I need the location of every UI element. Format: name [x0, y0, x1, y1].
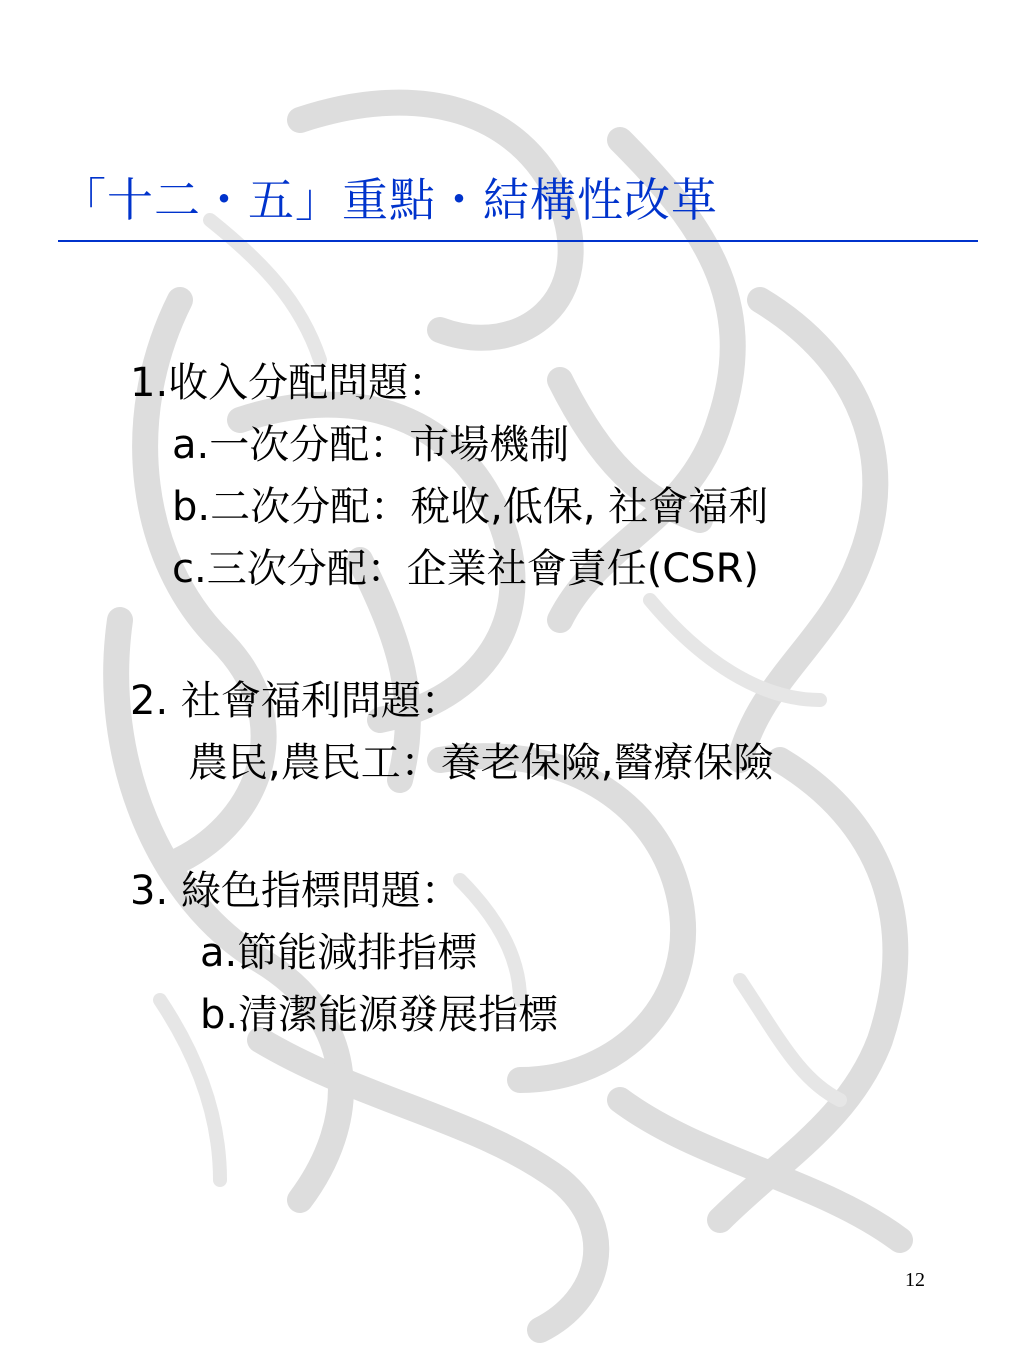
section-2-item: 農民,農民工：養老保險,醫療保險 [188, 740, 774, 786]
section-3-item-b: b.清潔能源發展指標 [200, 992, 559, 1038]
section-1-item-a: a.一次分配：市場機制 [172, 422, 570, 468]
section-1-item-c: c.三次分配：企業社會責任(CSR) [172, 546, 760, 592]
section-3-item-a: a.節能減排指標 [200, 930, 478, 976]
section-2-heading: 2. 社會福利問題： [130, 678, 461, 724]
title-underline [58, 240, 978, 242]
page-title: 「十二・五」重點・結構性改革 [60, 173, 718, 227]
section-1-item-b: b.二次分配：稅收,低保, 社會福利 [172, 484, 769, 530]
page-number: 12 [905, 1269, 925, 1291]
section-1-heading: 1.收入分配問題： [130, 360, 449, 406]
section-3-heading: 3. 綠色指標問題： [130, 868, 461, 914]
